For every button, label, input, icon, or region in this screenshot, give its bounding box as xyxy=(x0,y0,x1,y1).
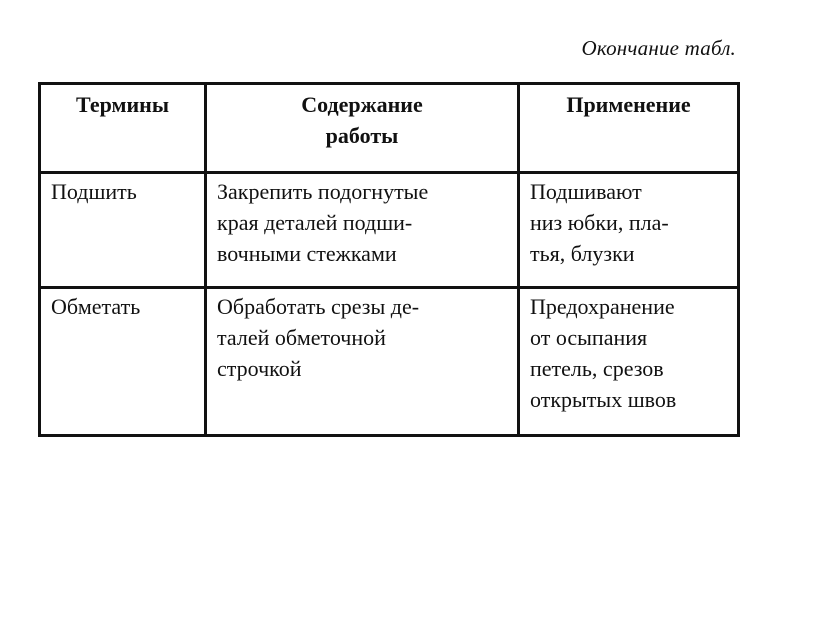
cell-work-content: Обработать срезы де- талей обметочной строчкой xyxy=(206,288,519,436)
table-header-row xyxy=(40,84,739,173)
cell-application: Предохранение от осыпания петель, срезов открытых швов xyxy=(519,288,739,436)
cell-work-content: Закрепить подогнутые края деталей подши- вочными стежками xyxy=(206,173,519,288)
cell-term: Подшить xyxy=(40,173,206,288)
terms-table xyxy=(38,82,740,437)
header-application: Применение xyxy=(519,84,739,173)
cell-term: Обметать xyxy=(40,288,206,436)
cell-application: Подшивают низ юбки, пла- тья, блузки xyxy=(519,173,739,288)
header-terms: Термины xyxy=(40,84,206,173)
table-row xyxy=(40,173,739,288)
table-row xyxy=(40,288,739,436)
table-continuation-caption: Окончание табл. xyxy=(581,36,736,60)
header-work-content: Содержание работы xyxy=(206,84,519,173)
